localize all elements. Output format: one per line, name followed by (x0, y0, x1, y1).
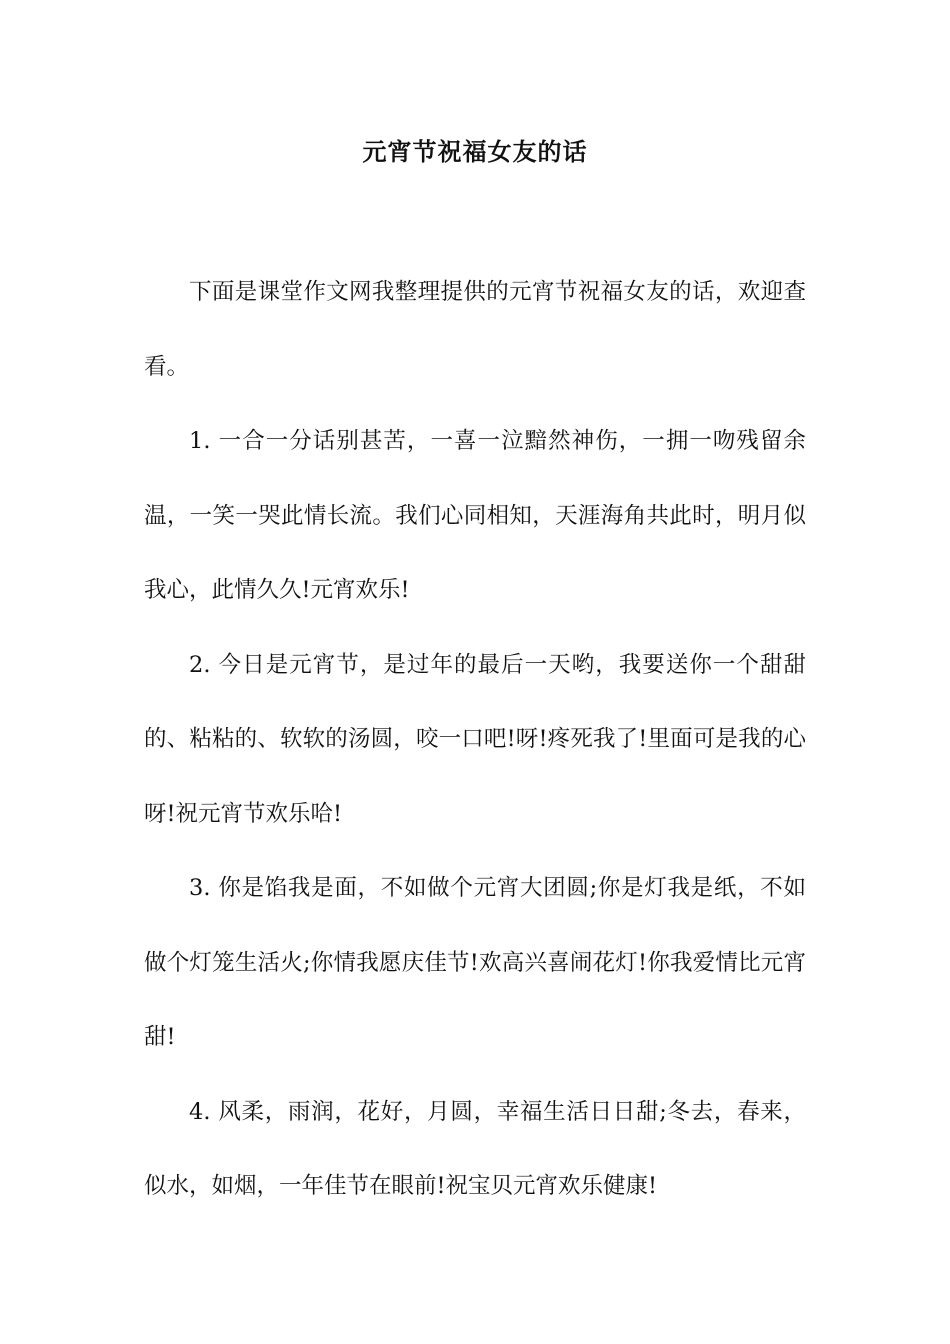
document-body (144, 255, 806, 1224)
wish-paragraph-1: 1. 一合一分话别甚苦，一喜一泣黯然神伤，一拥一吻残留余温，一笑一哭此情长流。我们心同相知，天涯海角共此时，明月似我心，此情久久!元宵欢乐! (144, 428, 806, 603)
wish-paragraph-4: 4. 风柔，雨润，花好，月圆，幸福生活日日甜;冬去，春来，似水，如烟，一年佳节在眼前!祝宝贝元宵欢乐健康! (144, 1098, 806, 1199)
wish-paragraph-3: 3. 你是馅我是面，不如做个元宵大团圆;你是灯我是纸，不如做个灯笼生活火;你情我愿庆佳节!欢高兴喜闹花灯!你我爱情比元宵甜! (144, 875, 806, 1050)
wish-paragraph-2: 2. 今日是元宵节，是过年的最后一天哟，我要送你一个甜甜的、粘粘的、软软的汤圆，咬一口吧!呀!疼死我了!里面可是我的心呀!祝元宵节欢乐哈! (144, 651, 806, 827)
intro-paragraph: 下面是课堂作文网我整理提供的元宵节祝福女友的话，欢迎查看。 (144, 279, 806, 380)
document-title: 元宵节祝福女友的话 (362, 137, 588, 166)
